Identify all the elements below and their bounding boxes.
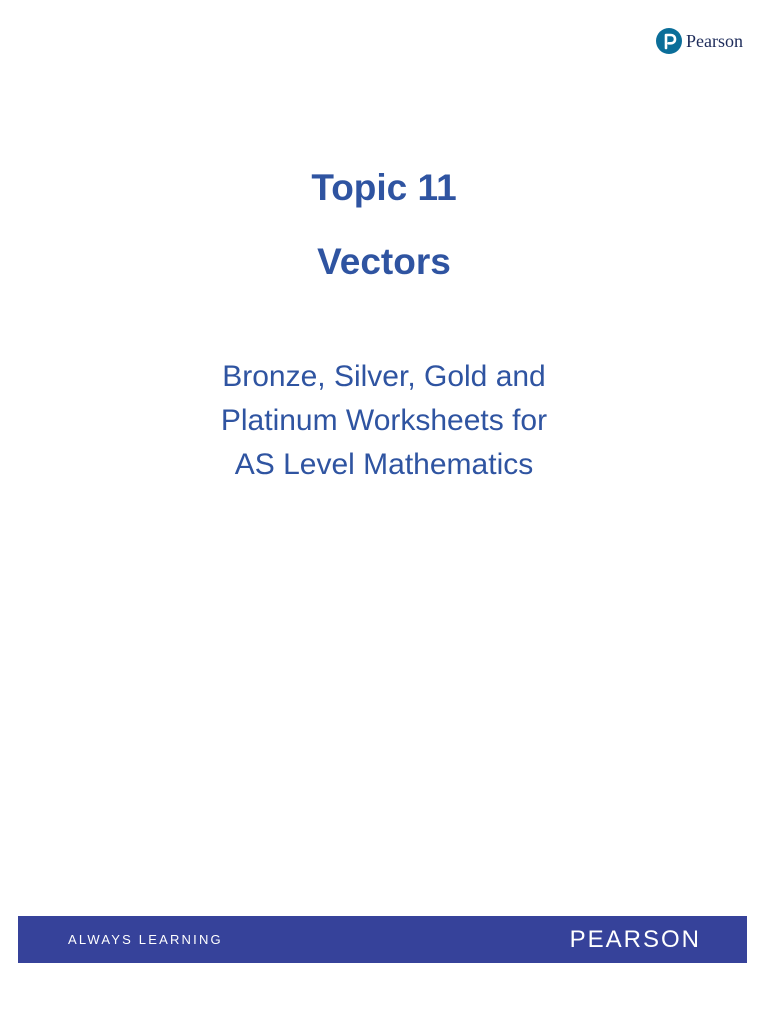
subject-title: Vectors <box>317 241 451 282</box>
pearson-p-icon <box>656 28 682 54</box>
footer-tagline: ALWAYS LEARNING <box>68 932 223 947</box>
footer-brand: PEARSON <box>569 925 701 953</box>
description-line: AS Level Mathematics <box>234 448 534 481</box>
cover-title-block <box>0 165 768 285</box>
footer-band <box>18 916 747 963</box>
topic-title: Topic 11 <box>311 167 457 208</box>
description-line: Bronze, Silver, Gold and <box>222 360 546 393</box>
cover-description <box>0 355 768 487</box>
pearson-logo <box>656 28 743 54</box>
description-line: Platinum Worksheets for <box>220 404 548 437</box>
logo-wordmark: Pearson <box>686 30 743 51</box>
